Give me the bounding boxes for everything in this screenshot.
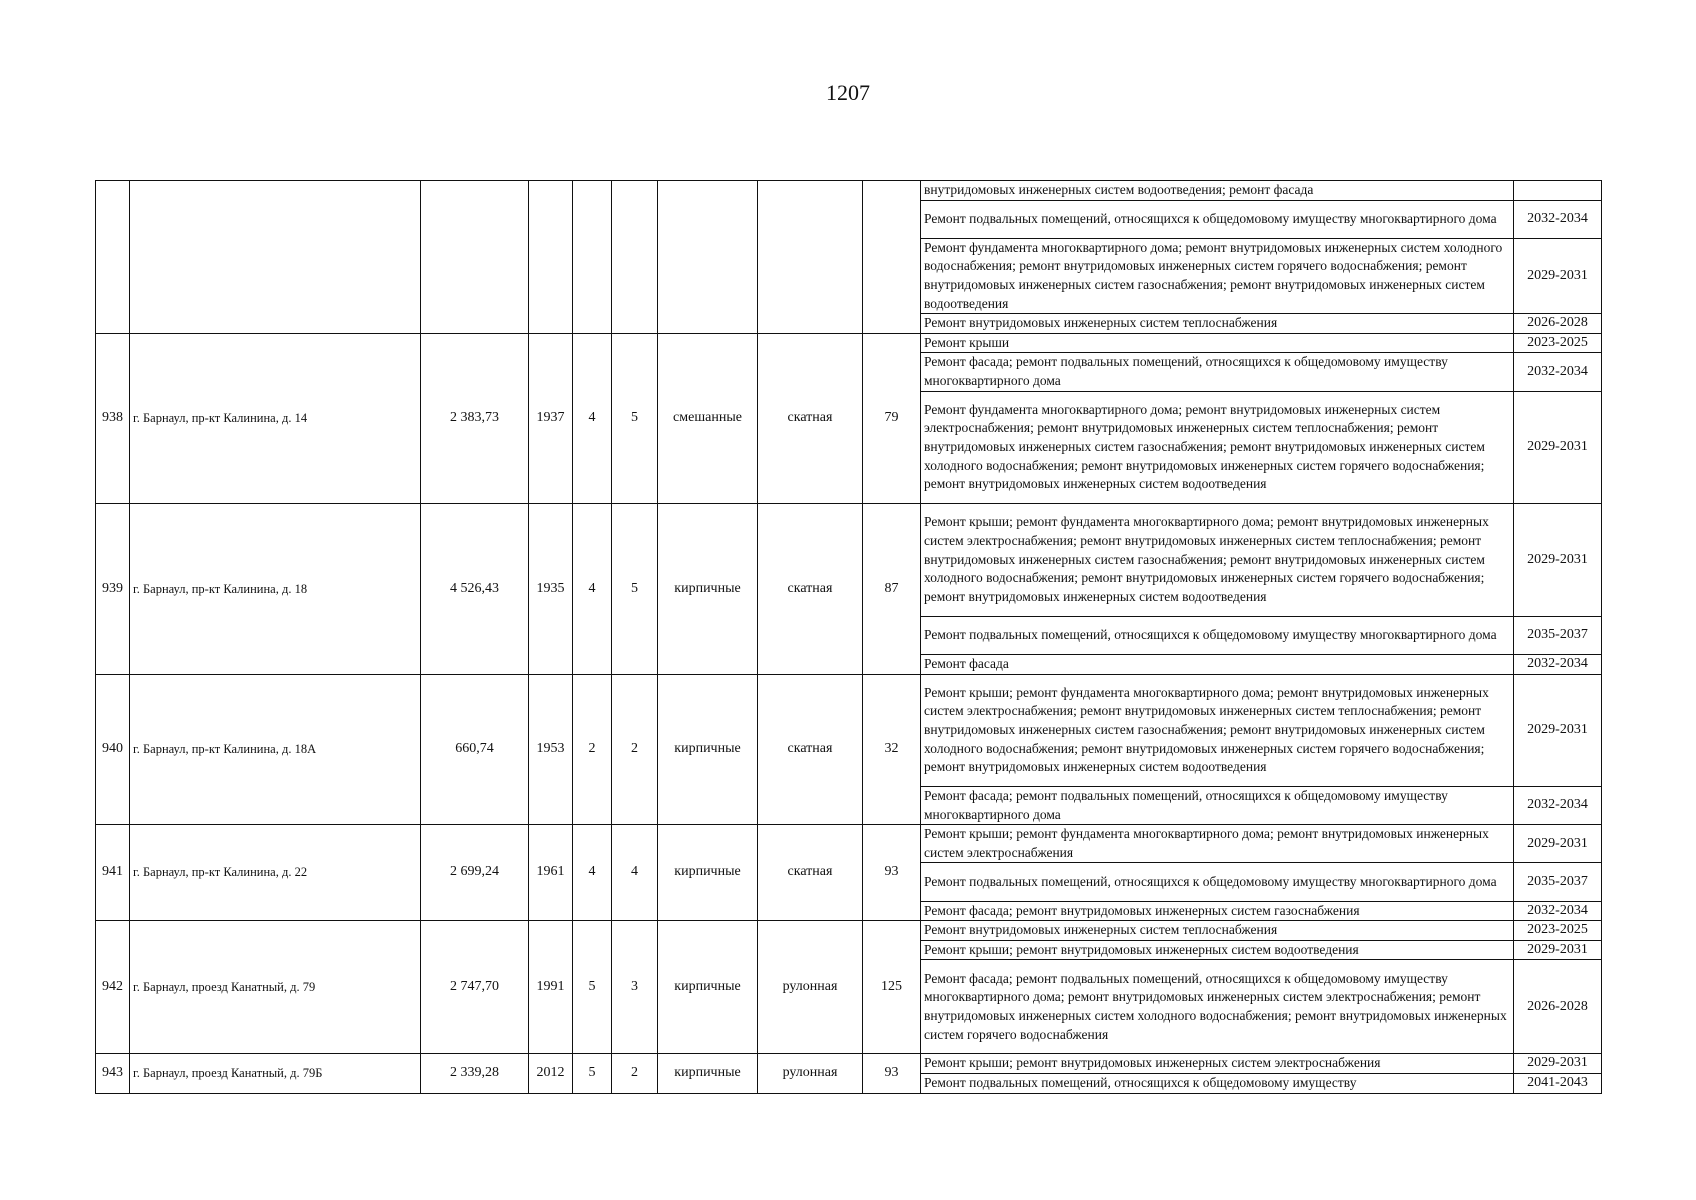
wall-material: кирпичные <box>658 1054 758 1093</box>
work-description: Ремонт фундамента многоквартирного дома; ремонт внутридомовых инженерных систем холодного водоснабжения; ремонт внутридомовых инженерных систем горячего водоснабжения; ремонт внутридомовых инженерных систем газоснабжения; ремонт внутридомовых инженерных систем водоотведения <box>921 238 1514 313</box>
row-number: 940 <box>96 674 130 825</box>
table-body <box>96 181 1602 1094</box>
work-period: 2041-2043 <box>1514 1074 1602 1094</box>
table-row <box>96 504 1602 617</box>
repair-schedule-table <box>95 180 1602 1094</box>
roof-type: рулонная <box>758 1054 863 1093</box>
work-period: 2026-2028 <box>1514 960 1602 1054</box>
entrances: 3 <box>612 921 658 1054</box>
work-description: Ремонт фасада; ремонт подвальных помещений, относящихся к общедомовому имуществу многоквартирного дома; ремонт внутридомовых инженерных систем электроснабжения; ремонт внутридомовых инженерных систем холодного водоснабжения; ремонт внутридомовых инженерных систем горячего водоснабжения <box>921 960 1514 1054</box>
wall-material: смешанные <box>658 333 758 503</box>
row-number: 938 <box>96 333 130 503</box>
work-period: 2029-2031 <box>1514 940 1602 960</box>
table-row <box>96 921 1602 941</box>
work-period: 2029-2031 <box>1514 674 1602 787</box>
floors: 4 <box>573 333 612 503</box>
entrances: 5 <box>612 504 658 674</box>
roof-cell-empty <box>758 181 863 334</box>
work-period: 2029-2031 <box>1514 504 1602 617</box>
floors: 5 <box>573 1054 612 1093</box>
wall-material: кирпичные <box>658 825 758 921</box>
work-description: Ремонт фасада; ремонт подвальных помещений, относящихся к общедомовому имуществу многоквартирного дома <box>921 353 1514 391</box>
residents: 87 <box>863 504 921 674</box>
residents: 93 <box>863 1054 921 1093</box>
work-period: 2029-2031 <box>1514 238 1602 313</box>
wall-material: кирпичные <box>658 921 758 1054</box>
residents: 93 <box>863 825 921 921</box>
total-area: 2 699,24 <box>421 825 529 921</box>
roof-type: рулонная <box>758 921 863 1054</box>
work-period: 2035-2037 <box>1514 863 1602 901</box>
floors: 4 <box>573 825 612 921</box>
floors: 4 <box>573 504 612 674</box>
address: г. Барнаул, пр-кт Калинина, д. 18А <box>130 674 421 825</box>
work-description: Ремонт подвальных помещений, относящихся к общедомовому имуществу многоквартирного дома <box>921 616 1514 654</box>
work-description: Ремонт крыши; ремонт внутридомовых инженерных систем электроснабжения <box>921 1054 1514 1074</box>
work-period: 2026-2028 <box>1514 314 1602 334</box>
work-period: 2029-2031 <box>1514 391 1602 504</box>
work-description: Ремонт крыши; ремонт фундамента многоквартирного дома; ремонт внутридомовых инженерных систем электроснабжения; ремонт внутридомовых инженерных систем теплоснабжения; ремонт внутридомовых инженерных систем газоснабжения; ремонт внутридомовых инженерных систем холодного водоснабжения; ремонт внутридомовых инженерных систем горячего водоснабжения; ремонт внутридомовых инженерных систем водоотведения <box>921 674 1514 787</box>
build-year: 1935 <box>529 504 573 674</box>
build-year: 2012 <box>529 1054 573 1093</box>
work-description: Ремонт фасада <box>921 654 1514 674</box>
row-number: 942 <box>96 921 130 1054</box>
residents: 125 <box>863 921 921 1054</box>
roof-type: скатная <box>758 504 863 674</box>
entrances: 2 <box>612 674 658 825</box>
entrances: 4 <box>612 825 658 921</box>
floors: 2 <box>573 674 612 825</box>
work-period: 2032-2034 <box>1514 787 1602 825</box>
build-year: 1937 <box>529 333 573 503</box>
entrances: 2 <box>612 1054 658 1093</box>
work-description: Ремонт фундамента многоквартирного дома; ремонт внутридомовых инженерных систем электроснабжения; ремонт внутридомовых инженерных систем теплоснабжения; ремонт внутридомовых инженерных систем газоснабжения; ремонт внутридомовых инженерных систем холодного водоснабжения; ремонт внутридомовых инженерных систем горячего водоснабжения; ремонт внутридомовых инженерных систем водоотведения <box>921 391 1514 504</box>
work-description: Ремонт подвальных помещений, относящихся к общедомовому имуществу многоквартирного дома <box>921 863 1514 901</box>
work-period: 2032-2034 <box>1514 353 1602 391</box>
build-year: 1953 <box>529 674 573 825</box>
address: г. Барнаул, пр-кт Калинина, д. 22 <box>130 825 421 921</box>
address: г. Барнаул, пр-кт Калинина, д. 18 <box>130 504 421 674</box>
work-period: 2032-2034 <box>1514 901 1602 921</box>
row-number: 943 <box>96 1054 130 1093</box>
work-description: Ремонт крыши; ремонт внутридомовых инженерных систем водоотведения <box>921 940 1514 960</box>
row-number: 941 <box>96 825 130 921</box>
work-period: 2029-2031 <box>1514 825 1602 863</box>
roof-type: скатная <box>758 333 863 503</box>
floors: 5 <box>573 921 612 1054</box>
year-cell-empty <box>529 181 573 334</box>
work-description: Ремонт внутридомовых инженерных систем теплоснабжения <box>921 314 1514 334</box>
total-area: 660,74 <box>421 674 529 825</box>
total-area: 4 526,43 <box>421 504 529 674</box>
area-cell-empty <box>421 181 529 334</box>
address: г. Барнаул, пр-кт Калинина, д. 14 <box>130 333 421 503</box>
work-description: внутридомовых инженерных систем водоотведения; ремонт фасада <box>921 181 1514 201</box>
work-description: Ремонт фасада; ремонт внутридомовых инженерных систем газоснабжения <box>921 901 1514 921</box>
work-period: 2023-2025 <box>1514 333 1602 353</box>
work-period: 2032-2034 <box>1514 654 1602 674</box>
entrances: 5 <box>612 333 658 503</box>
build-year: 1991 <box>529 921 573 1054</box>
row-number: 939 <box>96 504 130 674</box>
residents: 32 <box>863 674 921 825</box>
total-area: 2 383,73 <box>421 333 529 503</box>
work-description: Ремонт внутридомовых инженерных систем теплоснабжения <box>921 921 1514 941</box>
work-description: Ремонт крыши; ремонт фундамента многоквартирного дома; ремонт внутридомовых инженерных систем электроснабжения <box>921 825 1514 863</box>
work-period <box>1514 181 1602 201</box>
work-description: Ремонт крыши <box>921 333 1514 353</box>
work-description: Ремонт крыши; ремонт фундамента многоквартирного дома; ремонт внутридомовых инженерных систем электроснабжения; ремонт внутридомовых инженерных систем теплоснабжения; ремонт внутридомовых инженерных систем газоснабжения; ремонт внутридомовых инженерных систем холодного водоснабжения; ремонт внутридомовых инженерных систем горячего водоснабжения; ремонт внутридомовых инженерных систем водоотведения <box>921 504 1514 617</box>
residents: 79 <box>863 333 921 503</box>
table-row <box>96 333 1602 353</box>
floors-cell-empty <box>573 181 612 334</box>
residents-cell-empty <box>863 181 921 334</box>
work-period: 2023-2025 <box>1514 921 1602 941</box>
walls-cell-empty <box>658 181 758 334</box>
work-period: 2029-2031 <box>1514 1054 1602 1074</box>
roof-type: скатная <box>758 825 863 921</box>
work-period: 2032-2034 <box>1514 200 1602 238</box>
repair-schedule-sheet <box>95 180 1601 1094</box>
entrances-cell-empty <box>612 181 658 334</box>
roof-type: скатная <box>758 674 863 825</box>
table-row <box>96 1054 1602 1074</box>
wall-material: кирпичные <box>658 674 758 825</box>
build-year: 1961 <box>529 825 573 921</box>
table-row <box>96 674 1602 787</box>
address: г. Барнаул, проезд Канатный, д. 79 <box>130 921 421 1054</box>
address-cell-empty <box>130 181 421 334</box>
work-description: Ремонт подвальных помещений, относящихся к общедомовому имуществу <box>921 1074 1514 1094</box>
work-period: 2035-2037 <box>1514 616 1602 654</box>
wall-material: кирпичные <box>658 504 758 674</box>
address: г. Барнаул, проезд Канатный, д. 79Б <box>130 1054 421 1093</box>
page-number: 1207 <box>826 80 870 105</box>
table-row <box>96 825 1602 863</box>
total-area: 2 339,28 <box>421 1054 529 1093</box>
total-area: 2 747,70 <box>421 921 529 1054</box>
work-description: Ремонт фасада; ремонт подвальных помещений, относящихся к общедомовому имуществу многоквартирного дома <box>921 787 1514 825</box>
table-row <box>96 181 1602 201</box>
row-number-cell-empty <box>96 181 130 334</box>
work-description: Ремонт подвальных помещений, относящихся к общедомовому имуществу многоквартирного дома <box>921 200 1514 238</box>
